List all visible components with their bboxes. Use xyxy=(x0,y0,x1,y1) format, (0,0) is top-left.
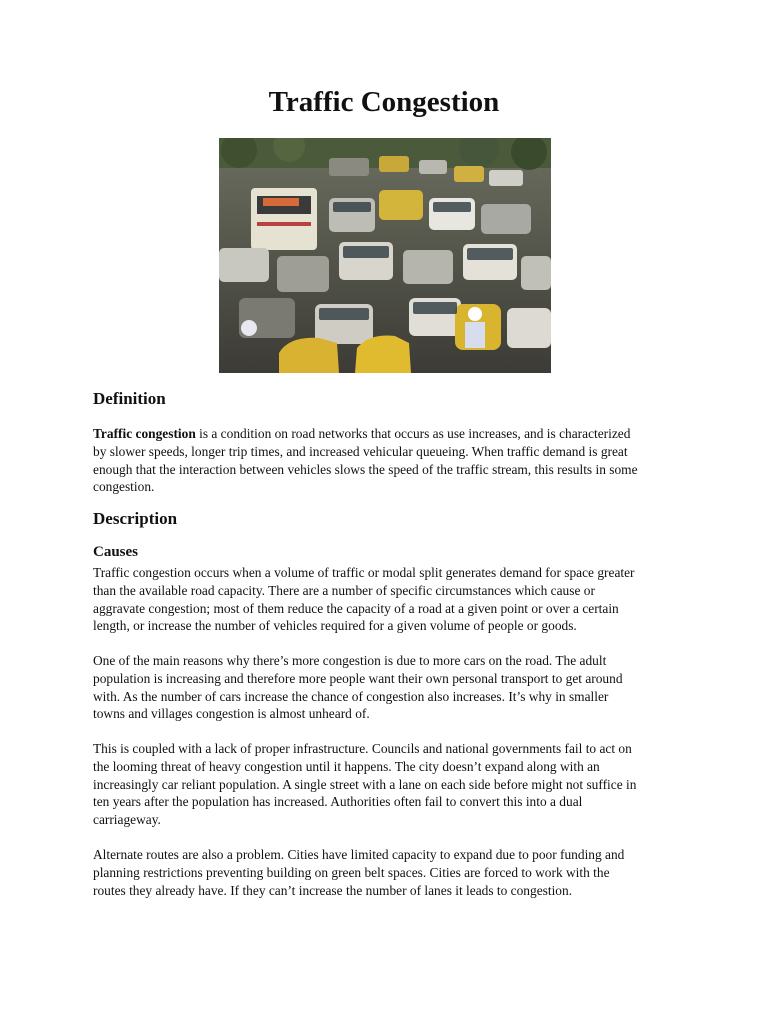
text-line: is a condition on road networks that occurs as use increases, and is characterized xyxy=(195,426,631,441)
causes-heading: Causes xyxy=(93,544,139,560)
text-line: Alternate routes are also a problem. Cities have limited capacity to expand due to poor funding and xyxy=(93,847,625,862)
text-line: Traffic congestion occurs when a volume of traffic or modal split generates demand for space greater xyxy=(93,565,635,580)
text-line: population is increasing and therefore more people want their own personal transport to get around xyxy=(93,670,623,686)
traffic-jam-photo xyxy=(219,138,551,373)
text-line: carriageway. xyxy=(93,812,161,828)
definition-paragraph xyxy=(93,425,683,496)
page-title: Traffic Congestion xyxy=(268,86,500,118)
text-line: than the available road capacity. There are a number of specific circumstances which cause or xyxy=(93,582,595,598)
text-line: routes they already have. If they can’t increase the number of lanes it leads to congestion. xyxy=(93,882,573,898)
text-line: ten years after the population has increased. Authorities often fail to convert this into a dual xyxy=(93,794,583,810)
causes-paragraph-4 xyxy=(93,846,683,899)
text-line: length, or increase the number of vehicles required for a given volume of people or goods. xyxy=(93,618,577,634)
causes-paragraph-1 xyxy=(93,564,683,635)
text-line: congestion. xyxy=(93,479,155,495)
text-line: aggravate congestion; most of them reduce the capacity of a road at a given point or over a certain xyxy=(93,600,619,616)
definition-term: Traffic congestion xyxy=(93,426,196,441)
text-line: the looming threat of heavy congestion until it happens. The city doesn’t expand along with an xyxy=(93,758,600,774)
definition-heading: Definition xyxy=(93,389,166,408)
text-line: planning restrictions preventing building on green belt spaces. Cities are forced to work with the xyxy=(93,864,610,880)
description-heading: Description xyxy=(93,509,178,528)
text-line: This is coupled with a lack of proper infrastructure. Councils and national governments fail to act on xyxy=(93,741,632,756)
text-line: enough that the interaction between vehicles slows the speed of the traffic stream, this results in some xyxy=(93,461,638,477)
text-line: towns and villages congestion is almost unheard of. xyxy=(93,706,370,722)
causes-paragraph-3 xyxy=(93,740,683,829)
causes-paragraph-2 xyxy=(93,652,683,723)
text-line: One of the main reasons why there’s more congestion is due to more cars on the road. The adult xyxy=(93,653,607,668)
text-line: with. As the number of cars increase the chance of congestion also increases. It’s why in smaller xyxy=(93,688,609,704)
text-line: by slower speeds, longer trip times, and increased vehicular queueing. When traffic demand is great xyxy=(93,443,628,459)
text-line: increasingly car reliant population. A single street with a lane on each side before might not suffice in xyxy=(93,776,637,792)
